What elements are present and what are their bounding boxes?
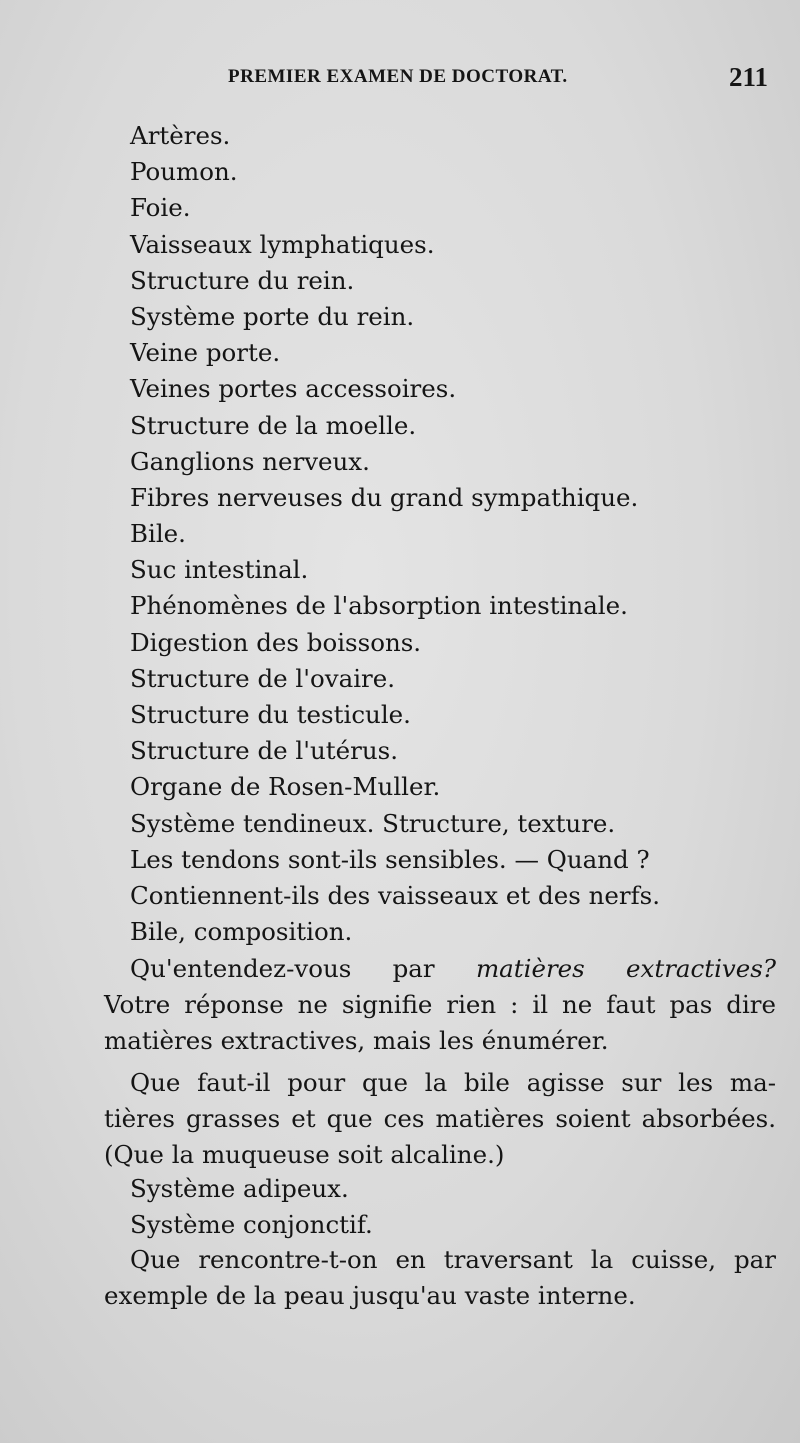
list-item: Système conjonctif. bbox=[130, 1210, 373, 1240]
paragraph-line: Votre réponse ne signifie rien : il ne faut pas dire bbox=[104, 990, 776, 1020]
paragraph-line: Que faut-il pour que la bile agisse sur les ma- bbox=[130, 1068, 776, 1097]
list-item: Bile, composition. bbox=[130, 917, 353, 947]
list-item: Ganglions nerveux. bbox=[130, 446, 370, 476]
list-item: Bile. bbox=[130, 519, 186, 549]
list-item: Système tendineux. Structure, texture. bbox=[130, 808, 616, 838]
list-item: Structure du testicule. bbox=[130, 700, 411, 729]
list-item: Structure de l'ovaire. bbox=[130, 663, 396, 693]
list-item: Artères. bbox=[130, 121, 231, 150]
list-item: Système adipeux. bbox=[130, 1174, 349, 1203]
paragraph-line: Qu'entendez-vous par matières extractives? bbox=[130, 954, 776, 983]
running-head: PREMIER EXAMEN DE DOCTORAT. bbox=[228, 66, 568, 87]
page-number: 211 bbox=[728, 62, 768, 92]
list-item: Digestion des boissons. bbox=[130, 627, 422, 657]
list-item: Phénomènes de l'absorption intestinale. bbox=[130, 591, 628, 621]
paragraph-bile bbox=[104, 1065, 776, 1174]
list-item: Veines portes accessoires. bbox=[130, 374, 457, 404]
question-list bbox=[130, 118, 770, 950]
list-item: Suc intestinal. bbox=[130, 555, 309, 585]
list-item: Organe de Rosen-Muller. bbox=[130, 772, 441, 802]
list-item: Foie. bbox=[130, 193, 191, 223]
page-header bbox=[228, 62, 768, 96]
list-item: Veine porte. bbox=[130, 338, 281, 368]
paragraph-line: tières grasses et que ces matières soient absorbées. bbox=[104, 1104, 776, 1134]
list-item: Structure de l'utérus. bbox=[130, 736, 398, 766]
list-item: Vaisseaux lymphatiques. bbox=[130, 229, 435, 259]
paragraph-line: matières extractives, mais les énumérer. bbox=[104, 1026, 609, 1056]
paragraph-extractives bbox=[104, 951, 776, 1060]
paragraph-line: (Que la muqueuse soit alcaline.) bbox=[104, 1140, 505, 1170]
list-item: Structure du rein. bbox=[130, 265, 355, 295]
list-item: Système porte du rein. bbox=[130, 301, 415, 331]
paragraph-line: exemple de la peau jusqu'au vaste interne. bbox=[104, 1281, 636, 1311]
list-item: Poumon. bbox=[130, 157, 238, 187]
list-item: Contiennent-ils des vaisseaux et des nerfs. bbox=[130, 880, 661, 910]
paragraph-line: Que rencontre-t-on en traversant la cuisse, par bbox=[130, 1245, 776, 1274]
list-item: Les tendons sont-ils sensibles. — Quand ? bbox=[130, 844, 650, 874]
question-list-2 bbox=[130, 1171, 770, 1243]
paragraph-cuisse bbox=[104, 1242, 776, 1314]
list-item: Fibres nerveuses du grand sympathique. bbox=[130, 482, 639, 512]
list-item: Structure de la moelle. bbox=[130, 410, 417, 440]
